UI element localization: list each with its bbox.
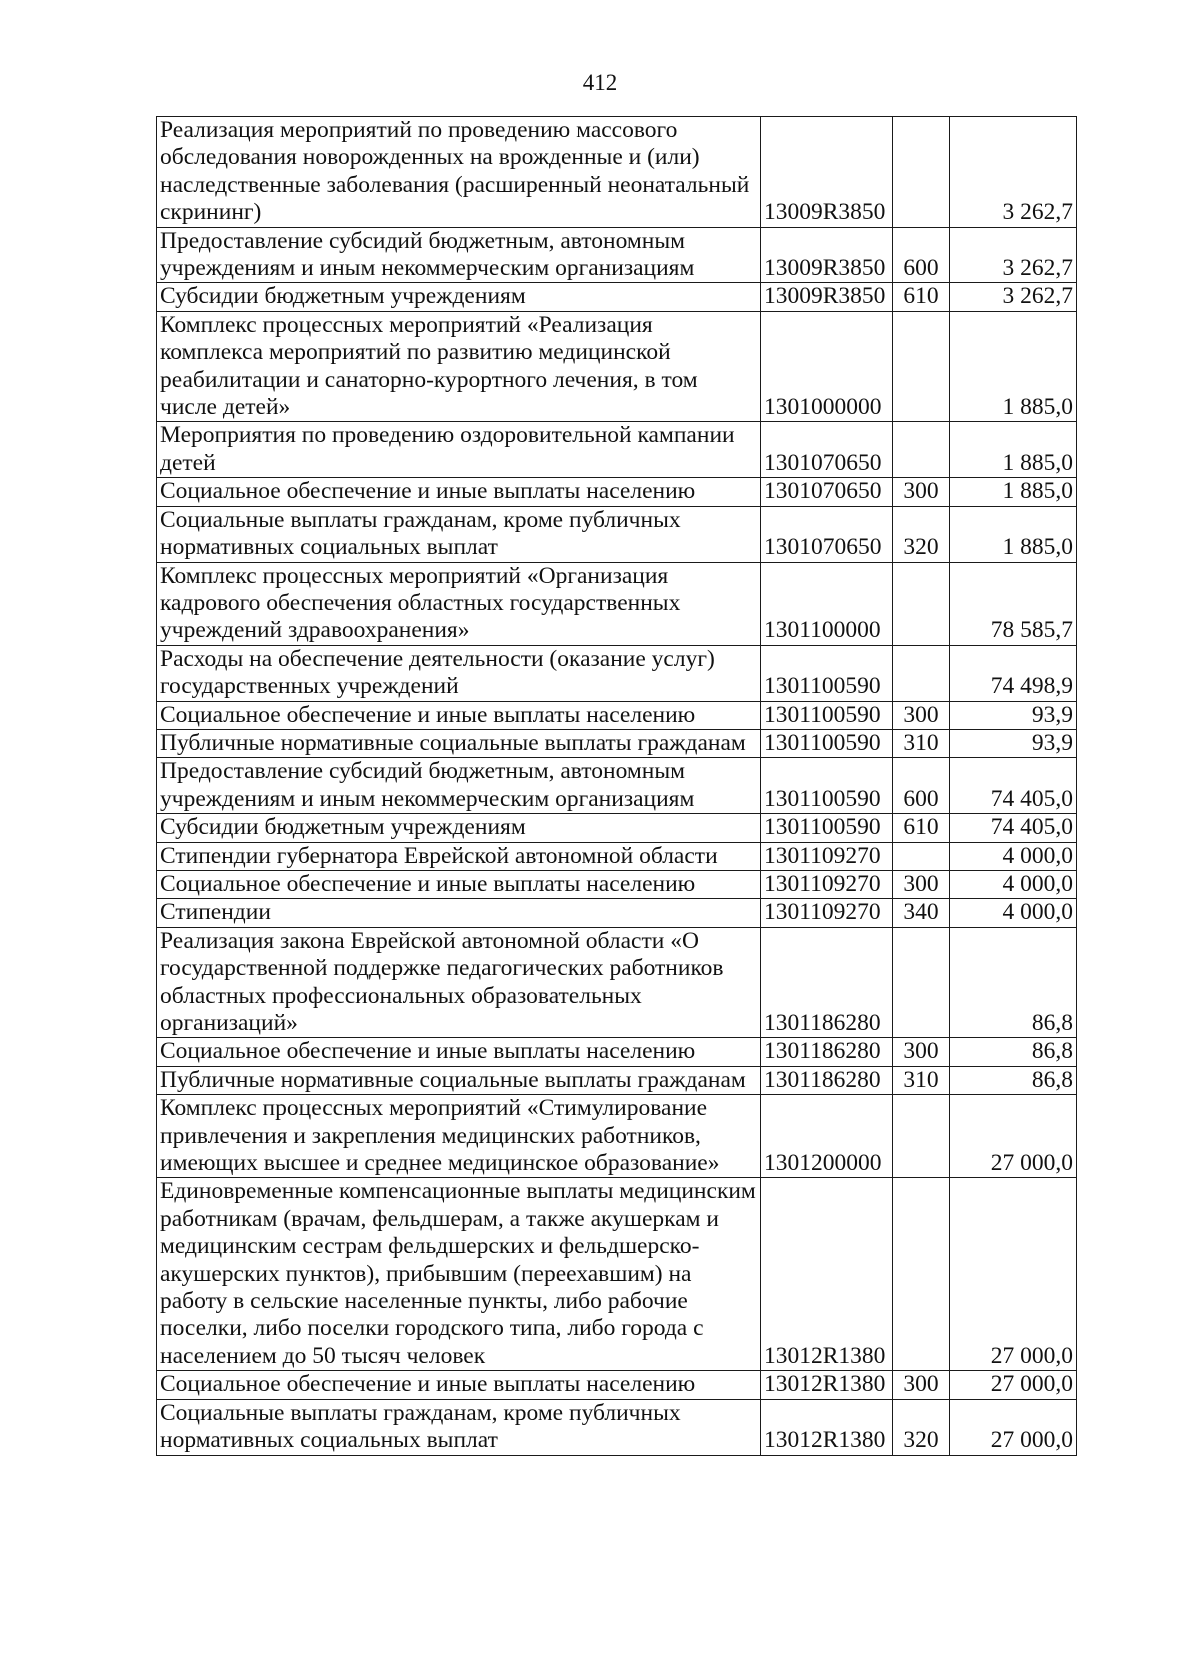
table-row <box>157 899 1077 927</box>
page-number: 412 <box>582 70 618 95</box>
row-sum-cell: 86,8 <box>950 1038 1077 1066</box>
table-row <box>157 1095 1077 1178</box>
row-code-cell: 1301070650 <box>761 506 893 562</box>
row-code-cell: 13012R1380 <box>761 1399 893 1455</box>
row-code-cell: 1301000000 <box>761 311 893 422</box>
row-sum-cell: 93,9 <box>950 701 1077 729</box>
row-vr-cell: 340 <box>893 899 950 927</box>
row-name-cell: Предоставление субсидий бюджетным, автономным учреждениям и иным некоммерческим организациям <box>157 758 761 814</box>
row-vr-cell <box>893 927 950 1038</box>
row-name-cell: Расходы на обеспечение деятельности (оказание услуг) государственных учреждений <box>157 645 761 701</box>
row-name-cell: Стипендии <box>157 899 761 927</box>
table-row <box>157 422 1077 478</box>
row-vr-cell <box>893 422 950 478</box>
row-name-cell: Социальное обеспечение и иные выплаты населению <box>157 870 761 898</box>
row-sum-cell: 78 585,7 <box>950 562 1077 645</box>
table-row <box>157 1038 1077 1066</box>
row-code-cell: 13009R3850 <box>761 283 893 311</box>
row-code-cell: 13012R1380 <box>761 1371 893 1399</box>
row-name-cell: Комплекс процессных мероприятий «Организация кадрового обеспечения областных государственных учреждений здравоохранения» <box>157 562 761 645</box>
table-row <box>157 927 1077 1038</box>
row-sum-cell: 74 405,0 <box>950 758 1077 814</box>
table-row <box>157 758 1077 814</box>
row-code-cell: 1301070650 <box>761 478 893 506</box>
row-name-cell: Комплекс процессных мероприятий «Стимулирование привлечения и закрепления медицинских работников, имеющих высшее и среднее медицинское образование» <box>157 1095 761 1178</box>
row-code-cell: 1301109270 <box>761 842 893 870</box>
row-name-cell: Стипендии губернатора Еврейской автономной области <box>157 842 761 870</box>
row-code-cell: 1301186280 <box>761 1066 893 1094</box>
table-row <box>157 311 1077 422</box>
row-code-cell: 13012R1380 <box>761 1178 893 1371</box>
row-name-cell: Публичные нормативные социальные выплаты гражданам <box>157 1066 761 1094</box>
row-name-cell: Единовременные компенсационные выплаты медицинским работникам (врачам, фельдшерам, а также акушеркам и медицинским сестрам фельдшерских и фельдшерско-акушерских пунктов), прибывшим (переехавшим) на работу в сельские населенные пункты, либо рабочие поселки, либо поселки городского типа, либо города с населением до 50 тысяч человек <box>157 1178 761 1371</box>
row-code-cell: 1301100590 <box>761 729 893 757</box>
table-row <box>157 1399 1077 1455</box>
table-row <box>157 227 1077 283</box>
row-name-cell: Реализация мероприятий по проведению массового обследования новорожденных на врожденные и (или) наследственные заболевания (расширенный неонатальный скрининг) <box>157 117 761 228</box>
row-code-cell: 1301070650 <box>761 422 893 478</box>
row-sum-cell: 86,8 <box>950 927 1077 1038</box>
row-sum-cell: 86,8 <box>950 1066 1077 1094</box>
table-row <box>157 1066 1077 1094</box>
row-sum-cell: 1 885,0 <box>950 478 1077 506</box>
table-row <box>157 814 1077 842</box>
row-sum-cell: 27 000,0 <box>950 1371 1077 1399</box>
budget-table <box>156 116 1077 1456</box>
row-vr-cell: 610 <box>893 283 950 311</box>
table-row <box>157 117 1077 228</box>
row-vr-cell <box>893 1178 950 1371</box>
row-code-cell: 1301186280 <box>761 927 893 1038</box>
table-row <box>157 478 1077 506</box>
row-sum-cell: 27 000,0 <box>950 1095 1077 1178</box>
row-vr-cell <box>893 645 950 701</box>
row-code-cell: 1301100590 <box>761 701 893 729</box>
row-sum-cell: 74 498,9 <box>950 645 1077 701</box>
row-sum-cell: 4 000,0 <box>950 899 1077 927</box>
row-sum-cell: 3 262,7 <box>950 117 1077 228</box>
row-sum-cell: 1 885,0 <box>950 311 1077 422</box>
row-code-cell: 1301186280 <box>761 1038 893 1066</box>
table-row <box>157 562 1077 645</box>
row-sum-cell: 4 000,0 <box>950 842 1077 870</box>
row-code-cell: 1301109270 <box>761 899 893 927</box>
row-code-cell: 13009R3850 <box>761 227 893 283</box>
row-code-cell: 1301100000 <box>761 562 893 645</box>
row-name-cell: Социальное обеспечение и иные выплаты населению <box>157 1038 761 1066</box>
table-row <box>157 701 1077 729</box>
row-sum-cell: 4 000,0 <box>950 870 1077 898</box>
row-vr-cell: 600 <box>893 227 950 283</box>
row-vr-cell: 300 <box>893 478 950 506</box>
row-vr-cell <box>893 1095 950 1178</box>
row-name-cell: Мероприятия по проведению оздоровительной кампании детей <box>157 422 761 478</box>
row-code-cell: 1301109270 <box>761 870 893 898</box>
row-vr-cell <box>893 562 950 645</box>
row-sum-cell: 3 262,7 <box>950 227 1077 283</box>
table-row <box>157 870 1077 898</box>
table-row <box>157 729 1077 757</box>
row-name-cell: Социальное обеспечение и иные выплаты населению <box>157 1371 761 1399</box>
row-code-cell: 1301100590 <box>761 758 893 814</box>
row-vr-cell: 310 <box>893 1066 950 1094</box>
row-vr-cell <box>893 311 950 422</box>
table-row <box>157 1178 1077 1371</box>
row-sum-cell: 93,9 <box>950 729 1077 757</box>
budget-table-body <box>157 117 1077 1456</box>
row-vr-cell: 320 <box>893 1399 950 1455</box>
row-vr-cell <box>893 842 950 870</box>
row-code-cell: 1301200000 <box>761 1095 893 1178</box>
row-name-cell: Социальные выплаты гражданам, кроме публичных нормативных социальных выплат <box>157 1399 761 1455</box>
row-vr-cell: 320 <box>893 506 950 562</box>
table-row <box>157 283 1077 311</box>
row-sum-cell: 74 405,0 <box>950 814 1077 842</box>
row-sum-cell: 3 262,7 <box>950 283 1077 311</box>
table-row <box>157 506 1077 562</box>
table-row <box>157 1371 1077 1399</box>
row-code-cell: 1301100590 <box>761 814 893 842</box>
row-vr-cell: 300 <box>893 870 950 898</box>
row-vr-cell: 610 <box>893 814 950 842</box>
table-row <box>157 842 1077 870</box>
row-name-cell: Социальное обеспечение и иные выплаты населению <box>157 701 761 729</box>
row-vr-cell <box>893 117 950 228</box>
row-name-cell: Социальное обеспечение и иные выплаты населению <box>157 478 761 506</box>
row-vr-cell: 600 <box>893 758 950 814</box>
table-row <box>157 645 1077 701</box>
row-name-cell: Субсидии бюджетным учреждениям <box>157 283 761 311</box>
row-sum-cell: 1 885,0 <box>950 506 1077 562</box>
row-code-cell: 1301100590 <box>761 645 893 701</box>
row-vr-cell: 300 <box>893 1371 950 1399</box>
row-name-cell: Субсидии бюджетным учреждениям <box>157 814 761 842</box>
row-name-cell: Предоставление субсидий бюджетным, автономным учреждениям и иным некоммерческим организациям <box>157 227 761 283</box>
row-sum-cell: 27 000,0 <box>950 1178 1077 1371</box>
row-sum-cell: 1 885,0 <box>950 422 1077 478</box>
row-name-cell: Социальные выплаты гражданам, кроме публичных нормативных социальных выплат <box>157 506 761 562</box>
row-name-cell: Реализация закона Еврейской автономной области «О государственной поддержке педагогических работников областных профессиональных образовательных организаций» <box>157 927 761 1038</box>
row-name-cell: Комплекс процессных мероприятий «Реализация комплекса мероприятий по развитию медицинской реабилитации и санаторно-курортного лечения, в том числе детей» <box>157 311 761 422</box>
row-sum-cell: 27 000,0 <box>950 1399 1077 1455</box>
row-vr-cell: 300 <box>893 701 950 729</box>
row-code-cell: 13009R3850 <box>761 117 893 228</box>
row-vr-cell: 310 <box>893 729 950 757</box>
row-name-cell: Публичные нормативные социальные выплаты гражданам <box>157 729 761 757</box>
row-vr-cell: 300 <box>893 1038 950 1066</box>
